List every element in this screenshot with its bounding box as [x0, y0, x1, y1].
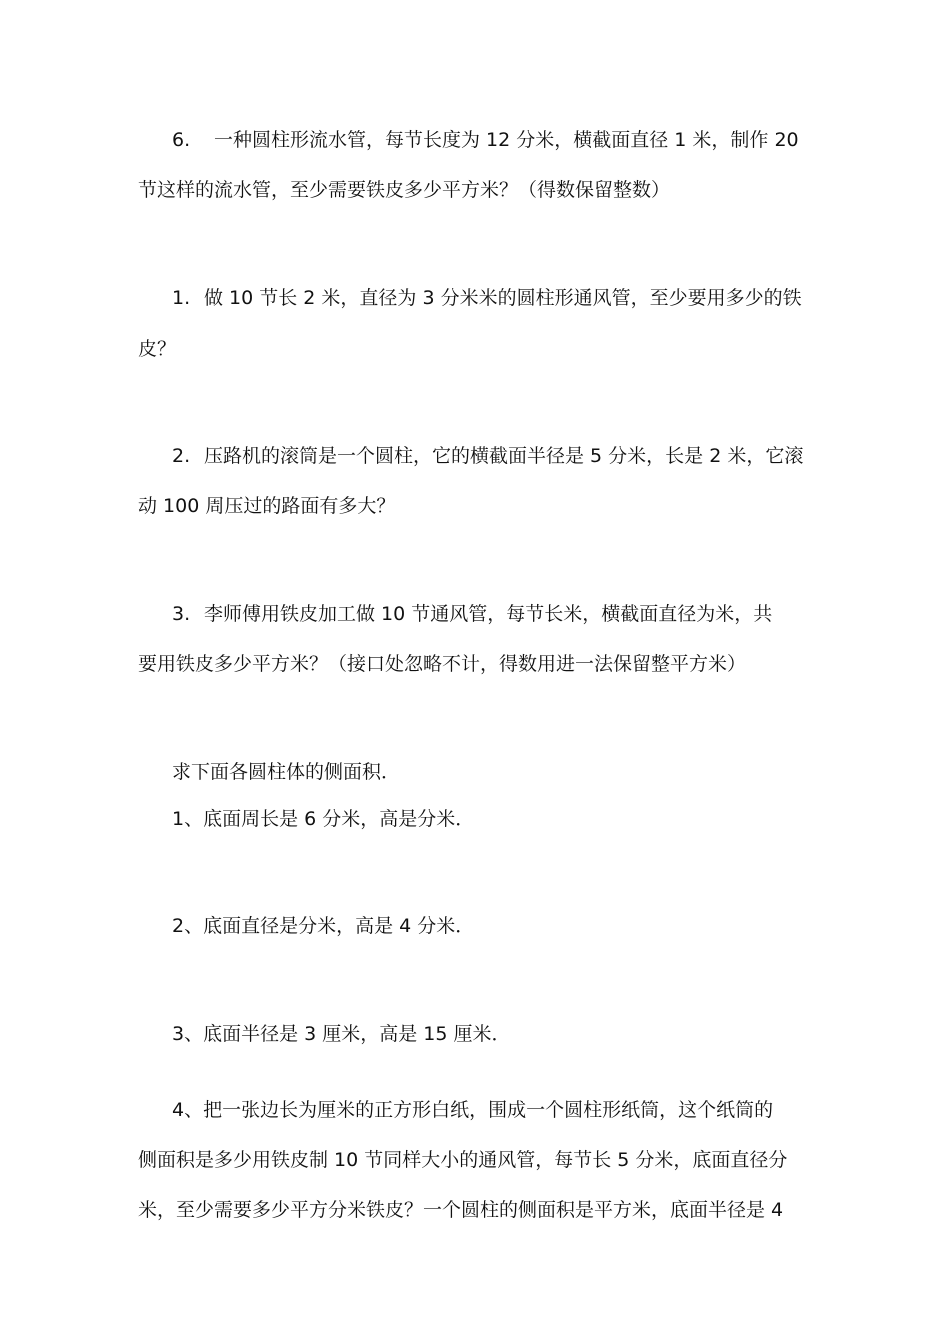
- section-item-4-line-2: 侧面积是多少用铁皮制 10 节同样大小的通风管，每节长 5 分米，底面直径分: [138, 1149, 788, 1171]
- problem-1-text-1: 做 10 节长 2 米，直径为 3 分米米的圆柱形通风管，至少要用多少的铁: [204, 287, 802, 309]
- section-item-3: 3、底面半径是 3 厘米，高是 15 厘米．: [172, 1023, 511, 1045]
- problem-6-text-2: 节这样的流水管，至少需要铁皮多少平方米？（得数保留整数）: [138, 179, 671, 201]
- problem-1-text-2: 皮？: [138, 338, 177, 360]
- problem-1-number: 1.: [172, 287, 191, 309]
- section-item-1: 1、底面周长是 6 分米，高是分米．: [172, 808, 475, 830]
- problem-2-text-1: 压路机的滚筒是一个圆柱，它的横截面半径是 5 分米，长是 2 米，它滚: [204, 445, 804, 467]
- problem-6-text-1: 一种圆柱形流水管，每节长度为 12 分米，横截面直径 1 米，制作 20: [214, 129, 799, 151]
- section-item-2: 2、底面直径是分米，高是 4 分米．: [172, 915, 475, 937]
- problem-2-line-1: [172, 444, 803, 468]
- problem-3-line-1: [172, 602, 772, 626]
- section-heading: 求下面各圆柱体的侧面积．: [172, 761, 401, 783]
- section-item-4-line-1: 4、把一张边长为厘米的正方形白纸，围成一个圆柱形纸筒，这个纸筒的: [172, 1099, 774, 1121]
- problem-2-text-2: 动 100 周压过的路面有多大？: [138, 495, 396, 517]
- problem-6-line-1: [172, 128, 799, 152]
- problem-1-line-1: [172, 286, 802, 310]
- problem-2-number: 2.: [172, 445, 191, 467]
- problem-6-number: 6.: [172, 129, 191, 151]
- section-item-4-line-3: 米，至少需要多少平方分米铁皮？一个圆柱的侧面积是平方米，底面半径是 4: [138, 1199, 784, 1221]
- problem-3-text-1: 李师傅用铁皮加工做 10 节通风管，每节长米，横截面直径为米，共: [204, 603, 773, 625]
- problem-3-text-2: 要用铁皮多少平方米？（接口处忽略不计，得数用进一法保留整平方米）: [138, 653, 747, 675]
- problem-3-number: 3.: [172, 603, 191, 625]
